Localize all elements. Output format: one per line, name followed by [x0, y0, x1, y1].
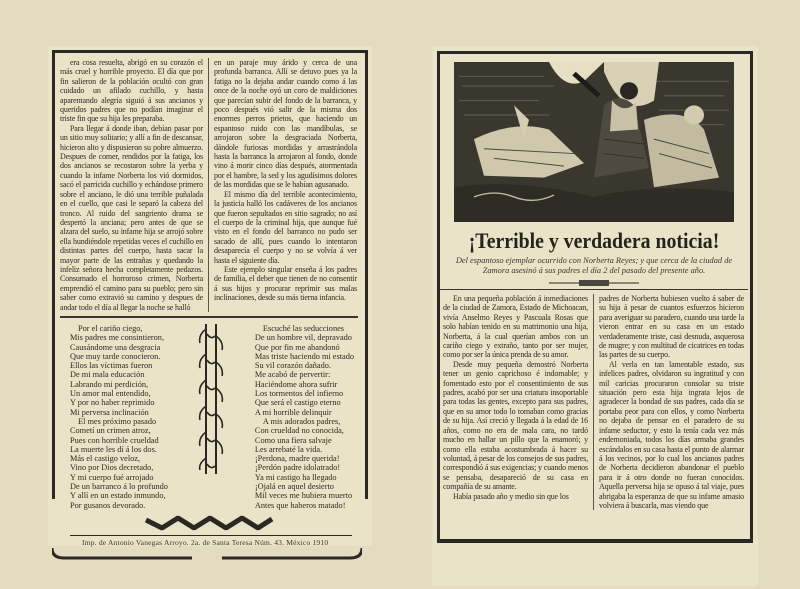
paragraph: Había pasado año y medio sin que los — [453, 491, 569, 501]
headline: ¡Terrible y verdadera noticia! — [468, 228, 720, 253]
verse-line: Ellos las víctimas fueron — [70, 361, 153, 371]
verse-line: Vino por Dios decretado, — [70, 463, 154, 473]
subheadline: Del espantoso ejemplar ocurrido con Norberta Reyes; y que cerca de la ciudad de Zamora asesinó á sus padres el día 2 del pasado del presente año. — [455, 256, 733, 275]
verse-line: El mes próximo pasado — [78, 416, 157, 426]
verse-line: Su vil corazón dañado. — [254, 361, 331, 371]
verse-line: Que muy tarde conocieron. — [70, 351, 161, 361]
paragraph: Al verla en tan lamentable estado, sus infelices padres, olvidaron su ingratitud y con mil caricias procuraron consolar su triste situación pero esta hija ingrata lejos de agradecer la bondad de sus padres, cada día se portaba peor para con ellos, y como Norberta no dejaba de pensar en el paradero de su infame seductor, y esto la tenía cada vez más endemoniada, todos los días armaba grandes escándalos en su casa hasta el punto de alarmar á los vecinos, por lo cual los ancianos padres de Norberta decidieron abandonar el pueblo para ir á otro donde no fueran conocidos. Aquella perversa hija se opuso á tal viaje, pues abrigaba la esperanza de que su infame amasio volviera á buscarla, mas viendo que — [599, 359, 744, 510]
verse-line: La muerte les dí á los dos. — [70, 444, 157, 454]
paragraph: Desde muy pequeña demostró Norberta tener un genio caprichoso é indomable; y fomentado esto por el consentimiento de sus padres, acabó por ser una criatura insoportable para todas las gentes, excepto para sus padres, que en su amor todo lo tomaban como gracias de su hija. Así creció y llegada á la edad de 16 años, como no era de mala cara, no tardó mucho en hallar un pillo que la enamoró; y como ella estaba acostumbrada á hacer su voluntad, á pesar de los consejos de sus padres, correspondió á sus exigencias; y cuando menos se pensaba, desapareció de su casa en compañía de su amante. — [443, 359, 588, 492]
paragraph: padres de Norberta hubiesen vuelto á saber de su hija á pesar de cuantos esfuerzos hicieron para averiguar su paradero, cuando una tarde la vieron entrar en su casa en un estado verdaderamente triste, casi desnuda, asquerosa de mugre; y con multitud de cicatrices en todas las partes de su cuerpo. — [599, 294, 744, 360]
printer-imprint: Imp. de Antonio Vanegas Arroyo. 2a. de Santa Teresa Núm. 43. México 1910 — [82, 538, 329, 548]
imprint-rule — [70, 535, 352, 537]
column-divider — [208, 58, 209, 312]
verse-line: Mil veces me hubiera muerto — [254, 491, 353, 501]
verses — [60, 324, 358, 510]
verse-line: De un hombre vil, depravado — [254, 333, 352, 343]
left-bottom-ornament-border — [52, 548, 362, 562]
verse-line: ¡Ojalá en aquel desierto — [254, 482, 334, 492]
verse-line: De un barranco á lo profundo — [70, 482, 168, 492]
verse-line: Más el castigo veloz, — [70, 454, 141, 464]
woodcut-illustration — [454, 62, 734, 222]
paragraph: Este ejemplo singular enseña á los padres de familia, el deber que tienen de no consentir á sus hijos y procurar reprimir sus malas inclinaciones, desde su más tierna infancia. — [214, 264, 357, 303]
right-text-column-1 — [443, 294, 588, 501]
verse-line: ¡Perdona, madre querida! — [254, 454, 340, 464]
column-divider — [593, 294, 594, 510]
verse-line: Les arrebaté la vida. — [254, 444, 323, 454]
verse-line: A mi horrible delinquir — [254, 407, 332, 417]
verse-line: Mi perversa inclinación — [70, 407, 149, 417]
left-text-column-2 — [214, 58, 357, 303]
verse-line: De mi mala educación — [70, 370, 145, 380]
verse-line: Que será el castigo eterno — [254, 398, 341, 408]
verse-line: Escuché las seducciones — [262, 323, 345, 333]
verse-line: Con crueldad no conocida, — [254, 426, 344, 436]
verse-line: Como una fiera salvaje — [254, 435, 332, 445]
verse-line: Los tormentos del infierno — [254, 389, 344, 399]
paragraph: En una pequeña población á inmediaciones de la ciudad de Zamora, Estado de Michoacan, vivía Anselmo Reyes y Pascuala Rosas que solo habían tenido en su matrimonio una hija, Norberta, á la cual querían ambos con un cariño ciego y extraño, tanto por ser mujer, como por ser la única prenda de su amor. — [443, 294, 588, 360]
verse-line: Mas triste haciendo mi estado — [254, 351, 354, 361]
verse-line: Que por fin me abandonó — [254, 342, 340, 352]
paragraph: era cosa resuelta, abrigó en su corazón el más cruel y horrible proyecto. El día que por fin salieron de la población ocultó con gran cuidado un afilado cuchillo, y hasta aparentando alegría siguió á sus ancianos y queridos padres que no podían imaginar el triste fin que su hija les preparaba. — [60, 58, 203, 124]
verse-line: Mis padres me consintieron, — [70, 333, 165, 343]
verses-left — [70, 324, 168, 510]
paragraph: El mismo día del terrible acontecimiento, la justicia halló los cadáveres de los ancianos que fueron sepultados en sitio sagrado; no así el cuerpo de la criminal hija, que aunque fué visto en el fondo del barranco no pudo ser sacado de allí, pues cuando lo intentaron desaparecía el cuerpo y no se volvía á ver hasta el siguiente día. — [214, 189, 357, 265]
paragraph: en un paraje muy árido y cerca de una profunda barranca. Allí se detuvo pues ya la fatiga no la dejaba andar cuando como á las once de la noche oyó un coro de maldiciones que parecían subir del fondo de la barranca, y poco después vió salir de la misma dos enormes perros prietos, que haciendo un espantoso ruido con las mandíbulas, se arrojaron sobre la desgraciada Norberta, dándole furiosas mordidas y arrastrándola hasta la barranca la arrojaron al fondo, donde vino á morir cinco días después, atormentada por el hambre, la sed y los agudísimos dolores de las mordidas que se le habían agusanado. — [214, 58, 357, 190]
verse-line: Antes que haberos matado! — [254, 500, 346, 510]
verse-line: Por el cariño ciego, — [78, 323, 143, 333]
verse-line: Un amor mal entendido, — [70, 389, 151, 399]
verse-line: ¡Perdón padre idolatrado! — [254, 463, 341, 473]
section-divider — [60, 316, 358, 318]
verse-line: Ya mi castigo ha llegado — [254, 472, 337, 482]
verse-line: Causándome una desgracia — [70, 342, 161, 352]
verses-right — [255, 324, 354, 510]
right-prose — [443, 294, 745, 510]
verse-line: Pues con horrible crueldad — [70, 435, 159, 445]
left-prose — [60, 58, 358, 312]
verse-line: Me acabó de pervertir: — [254, 370, 331, 380]
left-sheet-content — [60, 58, 358, 562]
verse-line: A mis adorados padres, — [262, 416, 341, 426]
title-ornament — [549, 279, 639, 287]
wave-ornament — [144, 514, 274, 532]
section-divider — [440, 289, 748, 290]
verse-line: Y por no haber reprimido — [70, 398, 155, 408]
verse-line: Haciéndome ahora sufrir — [254, 379, 338, 389]
left-text-column-1 — [60, 58, 203, 312]
paragraph: Para llegar á donde iban, debían pasar por un sitio muy solitario; y allí a fin de descansar, hicieron alto y dispusieron su pobre almuerzo. Despues de comer, rendidos por la fatiga, los dos ancianos se recostaron sobre la yerba y cuando la infame Norberta los vió dormidos, sacó el parricida cuchillo y echándose primero sobre el anciano, le dió una terrible puñalada en el cuello, que casi le separó la cabeza del tronco. Al ruido del sangriento drama se despertó la anciana; pero antes de que se alzara del suelo, su infame hija se arrojó sobre ella hundiéndole repetidas veces el cuchillo en distintas partes del cuerpo, hasta sacar la mayor parte de las entrañas y quedando la infeliz señora hecha completamente pedazos. Consumado el horroroso crimen, Norberta emprendió el camino para su pueblo; pero sin saber como extravió su camino y despues de andar todo el día al llegar la noche se halló — [60, 123, 203, 312]
verse-line: Cometí un crimen atroz, — [70, 426, 151, 436]
right-text-column-2 — [599, 294, 744, 510]
verse-line: Y allí en un estado inmundo, — [70, 491, 166, 501]
verse-line: Y mi cuerpo fué arrojado — [70, 472, 154, 482]
verse-line: Por gusanos devorado. — [70, 500, 146, 510]
right-sheet-content — [443, 62, 745, 510]
vine-ornament — [196, 324, 226, 474]
verse-line: Labrando mi perdición, — [70, 379, 149, 389]
